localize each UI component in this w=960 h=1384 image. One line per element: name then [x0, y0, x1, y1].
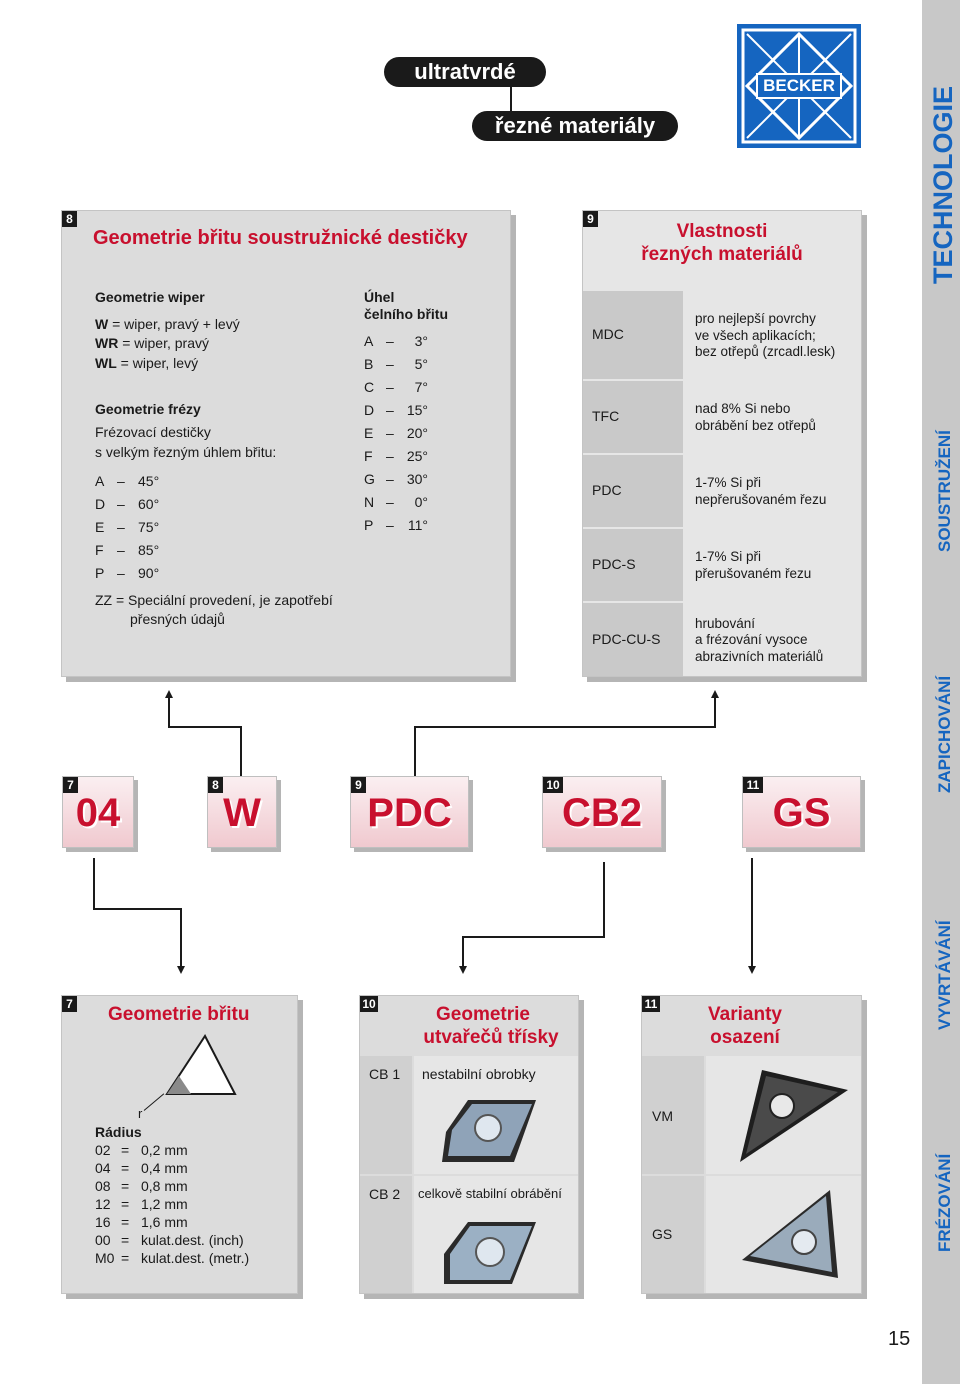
angle-value: 11° [407, 517, 428, 533]
connector [462, 936, 605, 938]
angle-code: P [364, 517, 374, 533]
cb1-row [360, 1056, 578, 1174]
angle-code: C [364, 379, 375, 395]
mill-code: A [95, 473, 105, 489]
cb-desc: celkově stabilní obrábění [418, 1186, 562, 1201]
radius-code: 02 [95, 1142, 111, 1158]
arrow-down [177, 966, 185, 974]
cb2-row [360, 1176, 578, 1293]
material-desc: abrazivních materiálů [695, 648, 824, 664]
angle-dash: – [386, 379, 394, 395]
radius-eq: = [121, 1232, 130, 1248]
angle-dash: – [386, 402, 394, 418]
angle-value: 15° [406, 402, 428, 418]
code-tile-cb2 [542, 776, 662, 848]
connector [414, 726, 716, 728]
tile-number: 7 [63, 777, 78, 793]
box-title: Geometrie břitu soustružnické destičky [93, 227, 468, 249]
tile-number: 8 [208, 777, 223, 793]
radius-eq: = [121, 1214, 130, 1230]
angle-value: 20° [406, 425, 428, 441]
arrow-down [459, 966, 467, 974]
radius-eq: = [121, 1196, 130, 1212]
radius-eq: = [121, 1142, 130, 1158]
angle-value: 25° [406, 448, 428, 464]
connector [462, 936, 464, 968]
mill-desc: s velkým řezným úhlem břitu: [95, 444, 277, 460]
radius-r-label: r [138, 1106, 143, 1121]
angle-code: G [364, 471, 375, 487]
zz-note: ZZ = Speciální provedení, je zapotřebí [95, 592, 333, 608]
tile-number: 10 [543, 777, 563, 793]
material-desc: přerušovaném řezu [695, 565, 812, 581]
box-geometrie-britu [61, 995, 298, 1294]
angle-code: F [364, 448, 373, 464]
code-tile-04 [62, 776, 134, 848]
cb-code: CB 1 [369, 1066, 401, 1082]
connector [414, 726, 416, 776]
box-varianty-osazeni [641, 995, 862, 1294]
sidebar-item-zapichovani: ZAPICHOVÁNÍ [935, 675, 954, 793]
material-desc: bez otřepů (zrcadl.lesk) [695, 344, 836, 359]
radius-title: Rádius [95, 1124, 142, 1140]
tile-code: GS [772, 791, 831, 835]
wiper-row: W = wiper, pravý + levý [95, 316, 240, 332]
angle-dash: – [386, 356, 394, 372]
material-row [583, 381, 861, 453]
radius-code: 00 [95, 1232, 111, 1248]
mill-dash: – [117, 519, 125, 535]
radius-value: kulat.dest. (inch) [141, 1232, 244, 1248]
wiper-row: WL = wiper, levý [95, 355, 199, 371]
angle-dash: – [386, 517, 394, 533]
angle-dash: – [386, 471, 394, 487]
connector [714, 696, 716, 728]
material-desc: pro nejlepší povrchy [695, 311, 816, 326]
mill-angle: 45° [138, 473, 160, 489]
zz-note: přesných údajů [130, 611, 225, 627]
mill-dash: – [117, 565, 125, 581]
mill-code: D [95, 496, 106, 512]
material-desc: nepřerušovaném řezu [695, 491, 827, 507]
box-title: Geometrie [436, 1004, 530, 1025]
material-desc: obrábění bez otřepů [695, 417, 816, 433]
box-title: Vlastnosti [676, 221, 768, 242]
angle-code: A [364, 333, 374, 349]
material-desc: nad 8% Si nebo [695, 401, 791, 416]
box-vlastnosti-materialu [582, 210, 862, 677]
angle-code: B [364, 356, 374, 372]
insert-cb1-image [438, 1092, 548, 1170]
arrow-up [711, 690, 719, 698]
header-pill-ultratvrde: ultratvrdé [384, 57, 546, 87]
connector [240, 726, 242, 776]
radius-eq: = [121, 1160, 130, 1176]
angle-dash: – [386, 448, 394, 464]
vm-row [642, 1056, 861, 1174]
becker-logo-text: BECKER [763, 76, 835, 95]
box-title: utvařečů třísky [423, 1027, 559, 1048]
angle-value: 5° [414, 356, 428, 372]
material-code: PDC-S [592, 556, 636, 572]
material-row [583, 291, 861, 379]
box-number: 9 [583, 211, 598, 227]
material-desc: 1-7% Si při [695, 475, 762, 490]
sidebar-item-frezovani: FRÉZOVÁNÍ [935, 1153, 954, 1252]
radius-value: 1,2 mm [141, 1196, 188, 1212]
radius-value: 0,4 mm [141, 1160, 188, 1176]
tile-number: 9 [351, 777, 366, 793]
connector [180, 908, 182, 968]
angle-code: D [364, 402, 375, 418]
sidebar-item-soustruzeni: SOUSTRUŽENÍ [935, 430, 954, 552]
material-code: TFC [592, 408, 620, 424]
mill-angle: 90° [138, 565, 160, 581]
sidebar-title: TECHNOLOGIE [928, 85, 958, 284]
material-desc: 1-7% Si při [695, 549, 762, 564]
connector [603, 862, 605, 938]
wiper-row: WR = wiper, pravý [95, 335, 209, 351]
radius-pointer [144, 1093, 165, 1110]
radius-value: 0,2 mm [141, 1142, 188, 1158]
box-number: 11 [642, 996, 660, 1012]
insert-vm-image [722, 1066, 854, 1166]
tile-code: W [223, 791, 261, 835]
connector [751, 858, 753, 968]
cb-desc: nestabilní obrobky [422, 1066, 536, 1082]
box-title: Geometrie břitu [108, 1004, 250, 1025]
tile-number: 11 [743, 777, 763, 793]
angle-title: čelního břitu [364, 306, 448, 322]
angle-value: 0° [414, 494, 428, 510]
material-row [583, 603, 861, 676]
material-code: PDC-CU-S [592, 630, 661, 647]
angle-dash: – [386, 425, 394, 441]
radius-value: kulat.dest. (metr.) [141, 1250, 250, 1266]
radius-code: 12 [95, 1196, 111, 1212]
header-pill-rezne-materialy: řezné materiály [472, 111, 678, 141]
becker-logo [737, 24, 861, 148]
variant-code: GS [652, 1226, 673, 1242]
box-title: řezných materiálů [641, 244, 803, 265]
arrow-up [165, 690, 173, 698]
box-geometrie-utvarecu [359, 995, 579, 1294]
radius-eq: = [121, 1250, 130, 1266]
angle-value: 30° [406, 471, 428, 487]
angle-title: Úhel [364, 289, 395, 305]
pill-connector [510, 84, 512, 114]
radius-value: 1,6 mm [141, 1214, 188, 1230]
box-title: osazení [710, 1027, 780, 1048]
angle-code: N [364, 494, 375, 510]
connector [93, 908, 182, 910]
tile-code: 04 [75, 791, 121, 835]
box-title: Varianty [708, 1004, 782, 1025]
box-number: 10 [360, 996, 378, 1012]
box-geometrie-britu-destičky [61, 210, 511, 677]
box-number: 7 [62, 996, 77, 1012]
material-row [583, 455, 861, 527]
page-number: 15 [888, 1328, 911, 1350]
insert-triangle-icon [157, 1032, 247, 1102]
mill-dash: – [117, 542, 125, 558]
connector [168, 696, 170, 728]
insert-cb2-image [440, 1216, 546, 1290]
sidebar [922, 0, 960, 1384]
code-tile-pdc [350, 776, 469, 848]
material-code: MDC [592, 326, 624, 342]
connector [93, 858, 95, 910]
tile-code: CB2 [561, 791, 643, 835]
angle-dash: – [386, 333, 394, 349]
mill-dash: – [117, 473, 125, 489]
radius-eq: = [121, 1178, 130, 1194]
mill-angle: 75° [138, 519, 160, 535]
tile-code: PDC [367, 791, 452, 835]
mill-code: E [95, 519, 105, 535]
radius-value: 0,8 mm [141, 1178, 188, 1194]
mill-angle: 85° [138, 542, 160, 558]
radius-code: M0 [95, 1250, 115, 1266]
mill-desc: Frézovací destičky [95, 424, 211, 440]
angle-code: E [364, 425, 374, 441]
angle-value: 7° [414, 379, 428, 395]
variant-code: VM [652, 1108, 673, 1124]
material-desc: a frézování vysoce [695, 632, 808, 647]
insert-gs-image [734, 1186, 840, 1286]
material-code: PDC [592, 482, 622, 498]
angle-value: 3° [414, 333, 428, 349]
material-desc: ve všech aplikacích; [695, 327, 816, 343]
cb-code: CB 2 [369, 1186, 401, 1202]
code-tile-gs [742, 776, 861, 848]
material-row [583, 529, 861, 601]
code-tile-w [207, 776, 277, 848]
radius-code: 04 [95, 1160, 111, 1176]
connector [168, 726, 242, 728]
box-number: 8 [62, 211, 77, 227]
angle-dash: – [386, 494, 394, 510]
mill-code: P [95, 565, 105, 581]
mill-angle: 60° [138, 496, 160, 512]
radius-code: 08 [95, 1178, 111, 1194]
wiper-title: Geometrie wiper [95, 289, 205, 305]
gs-row [642, 1176, 861, 1293]
mill-title: Geometrie frézy [95, 401, 201, 417]
radius-code: 16 [95, 1214, 111, 1230]
material-desc: hrubování [695, 615, 756, 631]
sidebar-item-vyvrtavani: VYVRTÁVÁNÍ [935, 920, 954, 1030]
mill-code: F [95, 542, 104, 558]
arrow-down [748, 966, 756, 974]
mill-dash: – [117, 496, 125, 512]
